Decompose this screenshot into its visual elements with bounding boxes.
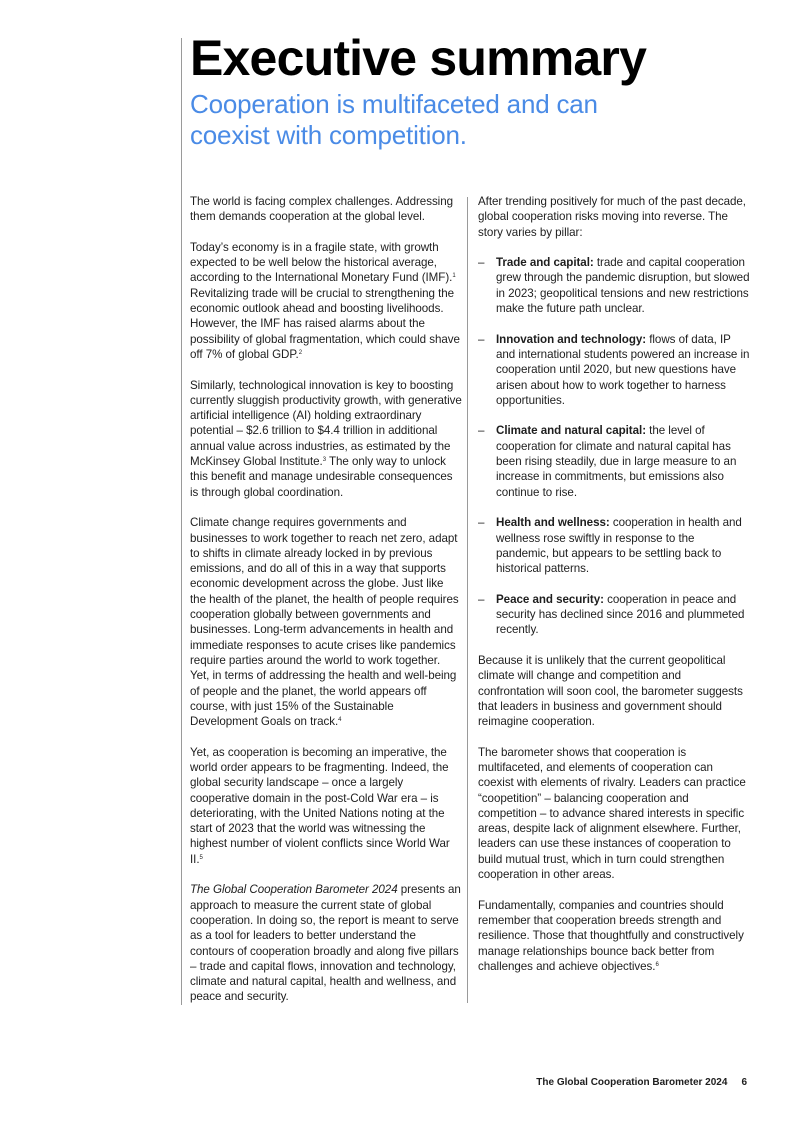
list-item xyxy=(478,332,750,408)
paragraph-climate-health-text: Climate change requires governments and businesses to work together to reach net zero, adapt to shifts in climate already locked in by previous emissions, and do all of this in a way that supports economic development across the globe. Just like the health of the planet, the health of people requires cooperation globally between governments and businesses. Long-term advancements in health and immediate responses to acute crises like pandemics require parties around the world to work together. Yet, in terms of addressing the health and well-being of people and the planet, the world appears off course, with just 15% of the Sustainable Development Goals on track. xyxy=(190,516,459,729)
dash-bullet: – xyxy=(478,516,485,530)
list-item xyxy=(478,592,750,638)
pillar-text: trade and capital cooperation grew through the pandemic disruption, but slowed in 2023; geopolitical tensions and new restrictions make the future path unclear. xyxy=(496,256,750,316)
pillar-text: cooperation in health and wellness rose swiftly in response to the pandemic, but appears to be settling back to historical patterns. xyxy=(496,516,742,576)
paragraph-climate-health xyxy=(190,515,462,729)
footnote-ref-1[interactable]: 1 xyxy=(452,273,456,280)
paragraph-technology xyxy=(190,378,462,500)
paragraph-challenges: The world is facing complex challenges. Addressing them demands cooperation at the global level. xyxy=(190,195,454,224)
paragraph-reimagine: Because it is unlikely that the current geopolitical climate will change and competition and confrontation will soon cool, the barometer suggests that leaders in business and government should reimagine cooperation. xyxy=(478,653,743,729)
dash-bullet: – xyxy=(478,256,485,270)
pillar-lead: Trade and capital: xyxy=(496,256,594,270)
dash-bullet: – xyxy=(478,424,485,438)
list-item xyxy=(478,515,750,576)
page-subtitle: Cooperation is multifaceted and can coexist with competition. xyxy=(190,89,598,150)
list-item xyxy=(478,423,750,499)
list-item xyxy=(478,255,750,316)
dash-bullet: – xyxy=(478,332,485,346)
paragraph-barometer xyxy=(190,882,462,1004)
footnote-ref-3[interactable]: 3 xyxy=(322,457,327,464)
paragraph-resilience-text: Fundamentally, companies and countries should remember that cooperation breeds strength and resilience. Those that thoughtfully and constructively manage relationships bounce back better from challenges and achieve objectives. xyxy=(478,898,744,973)
footnote-ref-5[interactable]: 5 xyxy=(199,854,203,861)
left-column xyxy=(190,194,462,1020)
paragraph-economy-text: Today’s economy is in a fragile state, with growth expected to be well below the historical average, according to the International Monetary Fund (IMF). xyxy=(190,240,453,285)
paragraph-technology-text: Similarly, technological innovation is key to boosting currently sluggish productivity growth, with generative artificial intelligence (AI) holding extraordinary potential – $2.6 trillion to $4.4 trillion in additional annual value across industries, as estimated by the McKinsey Global Institute. xyxy=(190,378,462,469)
paragraph-resilience xyxy=(478,898,750,974)
paragraph-economy-text-b: Revitalizing trade will be crucial to strengthening the economic outlook ahead and boosting livelihoods. However, the IMF has raised alarms about the possibility of global fragmentation, which could shave off 7% of global GDP. xyxy=(190,286,460,361)
footnote-ref-2[interactable]: 2 xyxy=(298,349,303,356)
pillar-text: flows of data, IP and international students powered an increase in cooperation until 2020, but new questions have arisen about how to work together to harness opportunities. xyxy=(496,332,750,407)
footnote-ref-4[interactable]: 4 xyxy=(338,717,342,724)
paragraph-trending: After trending positively for much of the past decade, global cooperation risks moving into reverse. The story varies by pillar: xyxy=(478,195,746,239)
paragraph-barometer-text: presents an approach to measure the current state of global cooperation. In doing so, the report is meant to serve as a tool for leaders to better understand the contours of cooperation broadly and along five pillars – trade and capital flows, innovation and technology, climate and natural capital, health and wellness, and peace and security. xyxy=(190,883,461,1004)
footer-publication-title: The Global Cooperation Barometer 2024 xyxy=(536,1077,728,1088)
pillar-lead: Health and wellness: xyxy=(496,516,610,530)
pillar-lead: Peace and security: xyxy=(496,592,604,606)
paragraph-technology-text-b: The only way to unlock this benefit and manage undesirable consequences is through global coordination. xyxy=(190,455,453,499)
paragraph-coopetition: The barometer shows that cooperation is multifaceted, and elements of cooperation can coexist with elements of rivalry. Leaders can practice “coopetition” – balancing cooperation and competition – to advance shared interests in specific areas, despite lack of alignment elsewhere. Further, leaders can use these instances of cooperation to build mutual trust, which in turn could strengthen cooperation in other areas. xyxy=(478,745,746,882)
pillar-list xyxy=(478,255,750,637)
left-margin-rule xyxy=(181,38,182,1005)
page-number: 6 xyxy=(741,1077,747,1088)
paragraph-economy xyxy=(190,240,462,362)
column-divider-rule xyxy=(467,197,468,1003)
page-footer xyxy=(536,1077,747,1088)
right-column xyxy=(478,194,750,989)
paragraph-fragmentation-text: Yet, as cooperation is becoming an imperative, the world order appears to be fragmenting. Indeed, the global security landscape – once a largely cooperative domain in the post-Cold War era – is deteriorating, with the United Nations noting at the start of 2023 that the world was witnessing the highest number of violent conflicts since World War II. xyxy=(190,745,450,866)
pillar-lead: Innovation and technology: xyxy=(496,332,647,346)
page-title: Executive summary xyxy=(190,30,647,86)
footnote-ref-6[interactable]: 6 xyxy=(655,961,659,968)
pillar-text: cooperation in peace and security has declined since 2016 and plummeted recently. xyxy=(496,592,745,637)
pillar-text: the level of cooperation for climate and natural capital has been rising steadily, due in large measure to an increase in commitments, but emissions also continue to rise. xyxy=(496,424,737,499)
report-title-italic: The Global Cooperation Barometer 2024 xyxy=(190,883,398,897)
pillar-lead: Climate and natural capital: xyxy=(496,424,646,438)
paragraph-fragmentation xyxy=(190,745,462,867)
dash-bullet: – xyxy=(478,592,485,606)
